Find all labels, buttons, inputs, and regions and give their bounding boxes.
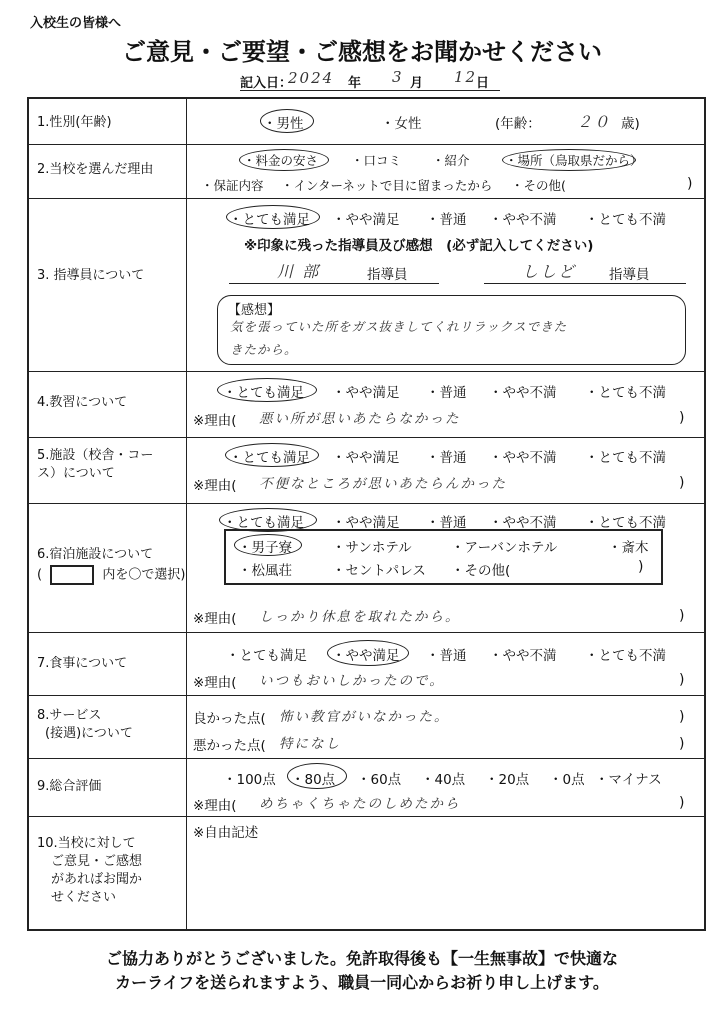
row6-label-line1: 6.宿泊施設について xyxy=(37,547,154,562)
selection-circle xyxy=(260,109,314,133)
entry-date-label: 記入日： xyxy=(240,76,293,91)
impressions-box[interactable] xyxy=(217,295,686,365)
row8-label-line1: 8.サービス xyxy=(37,708,102,723)
row2-label: 2.当校を選んだ理由 xyxy=(37,162,154,177)
instructor-rating-very-dissatisfied[interactable]: ・とても不満 xyxy=(585,212,666,228)
age-label: (年齢： xyxy=(495,116,541,132)
entry-date xyxy=(240,70,500,91)
row7-label: 7.食事について xyxy=(37,656,128,671)
entry-month[interactable]: 3 xyxy=(392,68,404,86)
score-reason[interactable]: めちゃくちゃたのしめたから xyxy=(259,796,461,812)
facility-shofuso[interactable]: ・松風荘 xyxy=(238,563,292,579)
reason-price[interactable]: ・料金の安さ xyxy=(243,153,319,168)
label-divider xyxy=(186,99,187,929)
facility-reason[interactable]: 不便なところが思いあたらんかった xyxy=(259,476,507,492)
instructor-note: ※印象に残った指導員及び感想 (必ず記入してください) xyxy=(244,238,594,254)
row10-label-line4: せください xyxy=(51,890,117,905)
close-paren: ) xyxy=(679,410,685,426)
instructor-rating-dissatisfied[interactable]: ・やや不満 xyxy=(489,212,557,228)
page-title: ご意見・ご要望・ご感想をお聞かせください xyxy=(122,38,602,66)
year-unit: 年 xyxy=(348,76,362,91)
row1-label: 1.性別(年齢) xyxy=(37,115,112,130)
male-label: ・男性 xyxy=(263,116,304,132)
lesson-rating-dissatisfied[interactable]: ・やや不満 xyxy=(489,385,557,401)
reason-other[interactable]: ・その他( xyxy=(511,178,566,193)
instructor2-name: ししど xyxy=(522,262,577,281)
survey-form xyxy=(27,97,706,931)
row-divider xyxy=(29,816,704,817)
reason-internet[interactable]: ・インターネットで目に留まったから xyxy=(281,178,493,193)
close-paren: ) xyxy=(679,795,685,811)
facility-rating-satisfied[interactable]: ・やや満足 xyxy=(332,450,400,466)
row3-label: 3. 指導員について xyxy=(37,268,145,283)
close-paren: ) xyxy=(638,559,644,575)
facility-other[interactable]: ・その他( xyxy=(451,563,511,579)
impressions-line1: 気を張っていた所をガス抜きしてくれリラックスできた xyxy=(230,319,568,334)
meal-rating-dissatisfied[interactable]: ・やや不満 xyxy=(489,648,557,664)
score-40[interactable]: ・40点 xyxy=(421,772,466,788)
row5-label-line1: 5.施設（校舎・コー xyxy=(37,448,154,463)
good-points[interactable]: 怖い教官がいなかった。 xyxy=(279,709,450,725)
close-paren: ) xyxy=(679,608,685,624)
reason-word-of-mouth[interactable]: ・口コミ xyxy=(351,153,402,168)
reason-warranty[interactable]: ・保証内容 xyxy=(201,178,264,193)
score-100[interactable]: ・100点 xyxy=(223,772,276,788)
row5-label-line2: ス）について xyxy=(37,466,115,481)
lesson-rating-satisfied[interactable]: ・やや満足 xyxy=(332,385,400,401)
close-paren: ) xyxy=(679,672,685,688)
row-divider xyxy=(29,758,704,759)
free-comment-area[interactable] xyxy=(189,839,694,923)
facility-rating-very-satisfied[interactable]: ・とても満足 xyxy=(229,450,310,466)
facility-saiki[interactable]: ・斎木 xyxy=(608,540,649,556)
facility-saint-palace[interactable]: ・セントパレス xyxy=(332,563,426,579)
meal-rating-very-dissatisfied[interactable]: ・とても不満 xyxy=(585,648,666,664)
close-paren: ) xyxy=(687,176,693,192)
instructor1-suffix: 指導員 xyxy=(367,267,408,283)
entry-year[interactable]: 2024 xyxy=(288,69,335,87)
month-unit: 月 xyxy=(410,76,424,91)
facility-rating-very-dissatisfied[interactable]: ・とても不満 xyxy=(585,450,666,466)
impressions-line2: きたから。 xyxy=(230,342,298,357)
row-divider xyxy=(29,632,704,633)
facility-boys-dorm[interactable]: ・男子寮 xyxy=(238,540,292,556)
entry-day[interactable]: 12 xyxy=(454,68,478,86)
reason-referral[interactable]: ・紹介 xyxy=(432,153,470,168)
instructor1-field[interactable] xyxy=(229,259,439,284)
score-0[interactable]: ・0点 xyxy=(549,772,585,788)
close-paren: ) xyxy=(679,736,685,752)
meal-rating-very-satisfied[interactable]: ・とても満足 xyxy=(226,648,307,664)
footer-line2: カーライフを送られますよう、職員一同心からお祈り申し上げます。 xyxy=(115,973,609,992)
row-divider xyxy=(29,503,704,504)
lesson-rating-very-dissatisfied[interactable]: ・とても不満 xyxy=(585,385,666,401)
bad-points[interactable]: 特になし xyxy=(279,736,341,752)
close-paren: ) xyxy=(679,709,685,725)
row4-label: 4.教習について xyxy=(37,395,128,410)
age-value[interactable]: ２０ xyxy=(577,113,612,131)
meal-reason-label: ※理由( xyxy=(193,675,237,691)
facility-select-box xyxy=(224,529,663,585)
instructor1-name: 川 部 xyxy=(277,262,321,281)
female-option[interactable]: ・女性 xyxy=(381,116,422,132)
meal-rating-satisfied[interactable]: ・やや満足 xyxy=(332,648,400,664)
lesson-rating-neutral[interactable]: ・普通 xyxy=(426,385,467,401)
lodging-rating-neutral[interactable]: ・普通 xyxy=(426,515,467,531)
score-reason-label: ※理由( xyxy=(193,798,237,814)
lesson-rating-very-satisfied[interactable]: ・とても満足 xyxy=(223,385,304,401)
male-option[interactable] xyxy=(257,110,310,134)
facility-sun-hotel[interactable]: ・サンホテル xyxy=(332,540,412,556)
greeting: 入校生の皆様へ xyxy=(30,16,122,31)
good-points-label: 良かった点( xyxy=(193,711,266,727)
row-divider xyxy=(29,198,704,199)
score-minus[interactable]: ・マイナス xyxy=(595,772,662,788)
meal-reason[interactable]: いつもおいしかったので。 xyxy=(259,673,445,689)
day-unit: 日 xyxy=(476,76,490,91)
facility-rating-dissatisfied[interactable]: ・やや不満 xyxy=(489,450,557,466)
row10-label-line2: ご意見・ご感想 xyxy=(51,854,143,869)
instructor-rating-very-satisfied[interactable]: ・とても満足 xyxy=(229,212,310,228)
score-60[interactable]: ・60点 xyxy=(357,772,402,788)
row6-paren: ( xyxy=(37,567,43,583)
row6-instruction: 内を〇で選択) xyxy=(102,567,186,583)
free-comment-label: ※自由記述 xyxy=(193,825,259,841)
instructor-rating-neutral[interactable]: ・普通 xyxy=(426,212,467,228)
box-symbol xyxy=(50,565,94,585)
row10-label-line1: 10.当校に対して xyxy=(37,836,136,851)
row6-label-line2 xyxy=(37,565,185,585)
score-20[interactable]: ・20点 xyxy=(485,772,530,788)
score-80[interactable]: ・80点 xyxy=(291,772,336,788)
lodging-rating-very-dissatisfied[interactable]: ・とても不満 xyxy=(585,515,666,531)
reason-location[interactable]: ・場所（鳥取県だから） xyxy=(505,153,643,168)
facility-rating-neutral[interactable]: ・普通 xyxy=(426,450,467,466)
instructor2-field[interactable] xyxy=(484,259,686,284)
lodging-rating-dissatisfied[interactable]: ・やや不満 xyxy=(489,515,557,531)
row-divider xyxy=(29,695,704,696)
instructor-rating-satisfied[interactable]: ・やや満足 xyxy=(332,212,400,228)
lodging-rating-satisfied[interactable]: ・やや満足 xyxy=(332,515,400,531)
close-paren: ) xyxy=(679,475,685,491)
impressions-label: 【感想】 xyxy=(228,303,281,318)
footer-line1: ご協力ありがとうございました。免許取得後も【一生無事故】で快適な xyxy=(105,949,618,968)
lesson-reason-label: ※理由( xyxy=(193,413,237,429)
lodging-rating-very-satisfied[interactable]: ・とても満足 xyxy=(223,515,304,531)
facility-urban-hotel[interactable]: ・アーバンホテル xyxy=(451,540,558,556)
meal-rating-neutral[interactable]: ・普通 xyxy=(426,648,467,664)
age-unit: 歳) xyxy=(621,116,640,132)
row10-label-line3: があればお聞か xyxy=(51,872,143,887)
bad-points-label: 悪かった点( xyxy=(193,738,266,754)
row-divider xyxy=(29,144,704,145)
instructor2-suffix: 指導員 xyxy=(609,267,650,283)
lodging-reason-label: ※理由( xyxy=(193,611,237,627)
row9-label: 9.総合評価 xyxy=(37,779,102,794)
row-divider xyxy=(29,437,704,438)
lesson-reason[interactable]: 悪い所が思いあたらなかった xyxy=(259,411,461,427)
lodging-reason[interactable]: しっかり休息を取れたから。 xyxy=(259,609,461,625)
row-divider xyxy=(29,371,704,372)
row8-label-line2: (接遇)について xyxy=(45,726,133,741)
facility-reason-label: ※理由( xyxy=(193,478,237,494)
